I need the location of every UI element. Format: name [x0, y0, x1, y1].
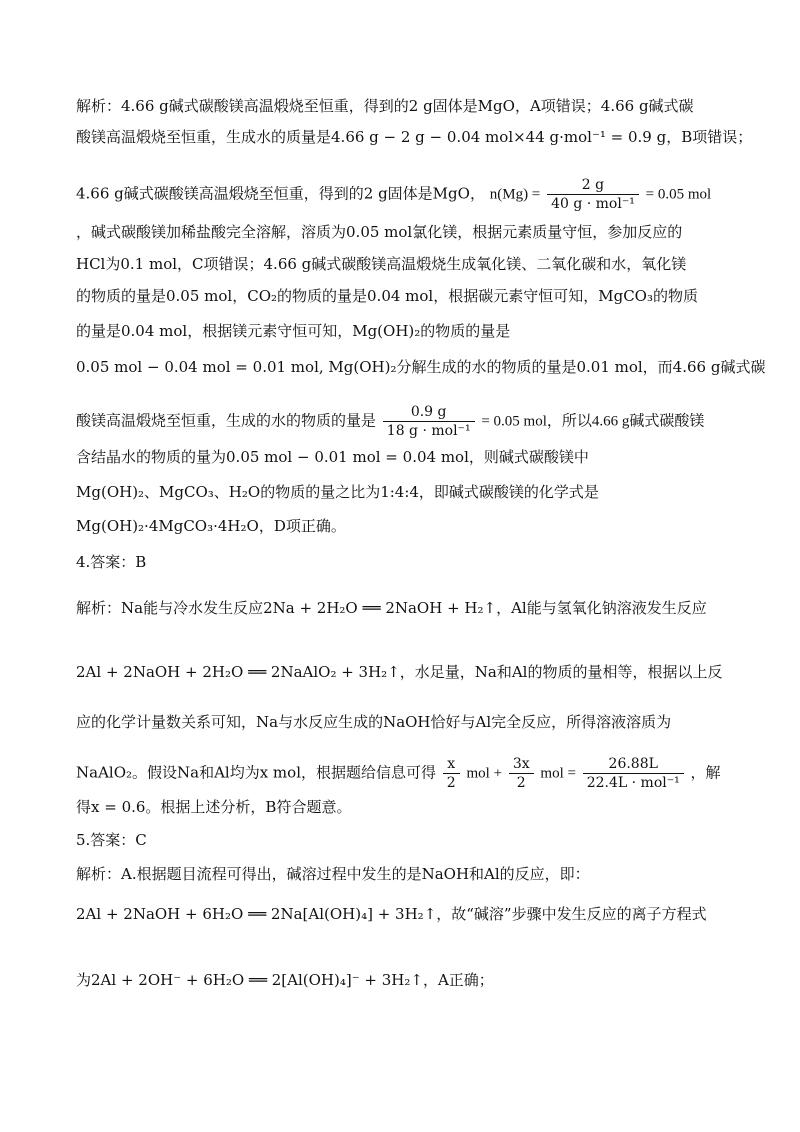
math-lhs: n(Mg) =	[489, 186, 541, 203]
text-segment: 酸镁高温煅烧至恒重，生成的水的物质的量是	[76, 411, 377, 430]
text-line: HCl为0.1 mol，C项错误；4.66 g碱式碳酸镁高温煅烧生成氧化镁、二氧化碳和水，氧化镁	[76, 255, 687, 273]
answer-heading: 5.答案：C	[76, 831, 147, 849]
text-line: 0.05 mol − 0.04 mol = 0.01 mol, Mg(OH)₂分解生成的水的物质的量是0.01 mol，而4.66 g碱式碳	[76, 358, 766, 376]
fraction	[443, 755, 460, 792]
text-line: 2Al + 2NaOH + 6H₂O ══ 2Na[Al(OH)₄] + 3H₂↑，故“碱溶”步骤中发生反应的离子方程式	[76, 905, 707, 923]
text-line: 得x = 0.6。根据上述分析，B符合题意。	[76, 798, 352, 816]
text-line: 解析：Na能与冷水发生反应2Na + 2H₂O ══ 2NaOH + H₂↑，Al能与氢氧化钠溶液发生反应	[76, 599, 707, 617]
fraction-denominator: 40 g · mol⁻¹	[551, 196, 635, 212]
text-line: 2Al + 2NaOH + 2H₂O ══ 2NaAlO₂ + 3H₂↑，水足量，Na和Al的物质的量相等，根据以上反	[76, 663, 723, 681]
fraction-denominator: 2	[446, 775, 456, 791]
fraction-numerator: 0.9 g	[383, 403, 475, 422]
answer-heading: 4.答案：B	[76, 553, 147, 571]
fraction	[547, 176, 639, 213]
text-line: 为2Al + 2OH⁻ + 6H₂O ══ 2[Al(OH)₄]⁻ + 3H₂↑，A正确；	[76, 971, 494, 989]
text-segment: 4.66 g碱式碳酸镁高温煅烧至恒重，得到的2 g固体是MgO，	[76, 184, 485, 203]
math-operator: mol =	[540, 765, 576, 782]
text-line: 的量是0.04 mol，根据镁元素守恒可知，Mg(OH)₂的物质的量是	[76, 322, 511, 340]
fraction	[509, 755, 534, 792]
text-line: 酸镁高温煅烧至恒重，生成水的质量是4.66 g − 2 g − 0.04 mol×44 g·mol⁻¹ = 0.9 g，B项错误；	[76, 128, 753, 146]
text-line: 应的化学计量数关系可知，Na与水反应生成的NaOH恰好与Al完全反应，所得溶液溶质为	[76, 713, 672, 731]
text-line: 含结晶水的物质的量为0.05 mol − 0.01 mol = 0.04 mol，则碱式碳酸镁中	[76, 448, 589, 466]
fraction-denominator: 2	[516, 775, 526, 791]
text-line-with-fraction	[76, 176, 711, 213]
text-line-with-fraction	[76, 403, 704, 440]
text-line-with-fraction	[76, 755, 721, 792]
text-line: 的物质的量是0.05 mol，CO₂的物质的量是0.04 mol，根据碳元素守恒可知，MgCO₃的物质	[76, 287, 698, 305]
math-rhs: = 0.05 mol，所以4.66 g碱式碳酸镁	[481, 413, 705, 430]
text-segment: NaAlO₂。假设Na和Al均为x mol，根据题给信息可得	[76, 763, 436, 782]
math-operator: mol +	[466, 765, 503, 782]
text-line: 解析：4.66 g碱式碳酸镁高温煅烧至恒重，得到的2 g固体是MgO，A项错误；4.66 g碱式碳	[76, 97, 694, 115]
math-rhs: = 0.05 mol	[645, 186, 712, 203]
text-line: 解析：A.根据题目流程可得出，碱溶过程中发生的是NaOH和Al的反应，即：	[76, 865, 590, 883]
fraction	[583, 755, 684, 792]
text-segment: ，解	[690, 763, 721, 782]
fraction-denominator: 22.4L · mol⁻¹	[586, 775, 680, 791]
text-line: Mg(OH)₂、MgCO₃、H₂O的物质的量之比为1:4:4，即碱式碳酸镁的化学式是	[76, 483, 599, 501]
fraction	[383, 403, 475, 440]
fraction-numerator: x	[443, 755, 460, 774]
fraction-numerator: 2 g	[547, 176, 639, 195]
text-line: Mg(OH)₂·4MgCO₃·4H₂O，D项正确。	[76, 517, 346, 535]
text-line: ，碱式碳酸镁加稀盐酸完全溶解，溶质为0.05 mol氯化镁，根据元素质量守恒，参加反应的	[76, 223, 683, 241]
fraction-numerator: 26.88L	[583, 755, 684, 774]
fraction-denominator: 18 g · mol⁻¹	[386, 423, 471, 439]
fraction-numerator: 3x	[509, 755, 534, 774]
